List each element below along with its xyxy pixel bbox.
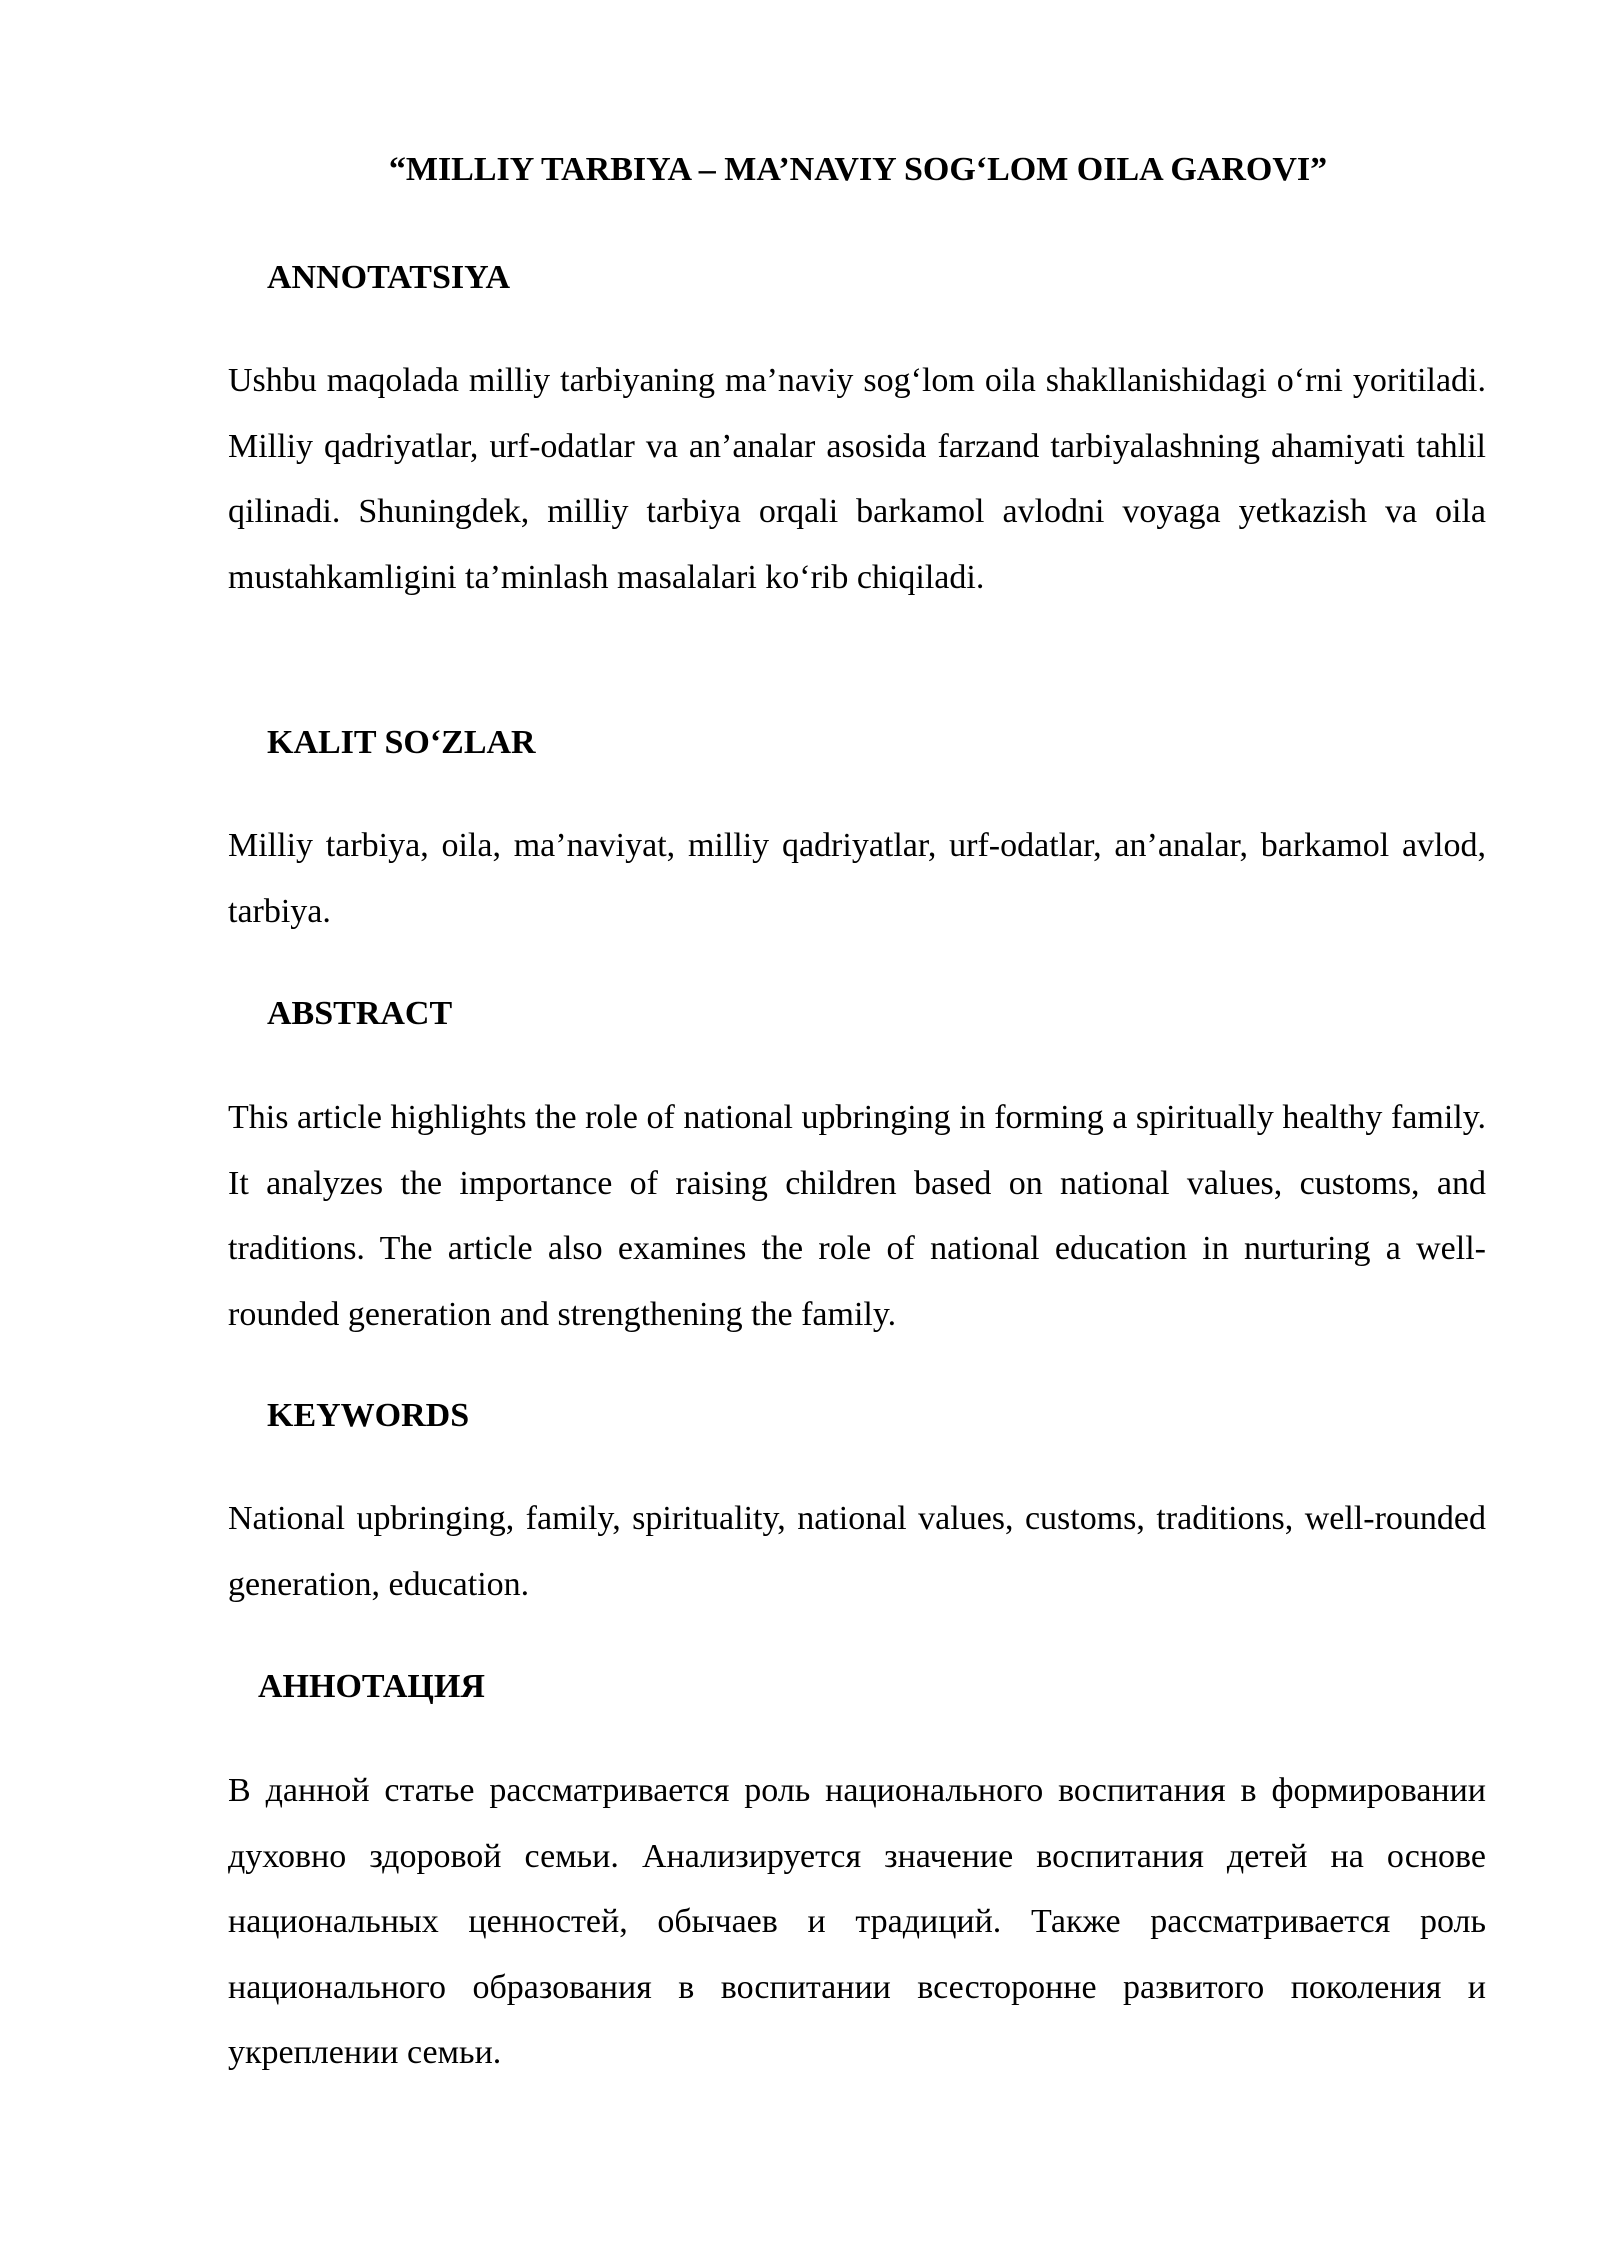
heading-keywords: KEYWORDS [267,1397,470,1434]
document-title: “MILLIY TARBIYA – MA’NAVIY SOG‘LOM OILA GAROVI” [388,151,1328,188]
heading-abstract: ABSTRACT [267,995,453,1032]
heading-annotatsiya: ANNOTATSIYA [267,259,511,296]
paragraph-annotatsiya-ru: В данной статье рассматривается роль национального воспитания в формировании духовно здоровой семьи. Анализируется значение воспитания детей на основе национальных ценностей, обычаев и традиций. Также рассматривается роль национального образования в воспитании всесторонне развитого поколения и укреплении семьи. [228,1772,1486,2071]
paragraph-annotatsiya: Ushbu maqolada milliy tarbiyaning ma’naviy sog‘lom oila shakllanishidagi o‘rni yoritiladi. Milliy qadriyatlar, urf-odatlar va an’analar asosida farzand tarbiyalashning ahamiyati tahlil qilinadi. Shuningdek, milliy tarbiya orqali barkamol avlodni voyaga yetkazish va oila mustahkamligini ta’minlash masalalari ko‘rib chiqiladi. [228,362,1486,596]
heading-annotatsiya-ru: АННОТАЦИЯ [258,1668,485,1705]
paragraph-abstract: This article highlights the role of national upbringing in forming a spiritually healthy family. It analyzes the importance of raising children based on national values, customs, and traditions. The article also examines the role of national education in nurturing a well-rounded generation and strengthening the family. [228,1099,1486,1333]
paragraph-kalit-sozlar: Milliy tarbiya, oila, ma’naviyat, milliy qadriyatlar, urf-odatlar, an’analar, barkamol avlod, tarbiya. [228,827,1486,930]
heading-kalit-sozlar: KALIT SO‘ZLAR [267,724,536,761]
paragraph-keywords: National upbringing, family, spirituality, national values, customs, traditions, well-rounded generation, education. [228,1500,1486,1603]
